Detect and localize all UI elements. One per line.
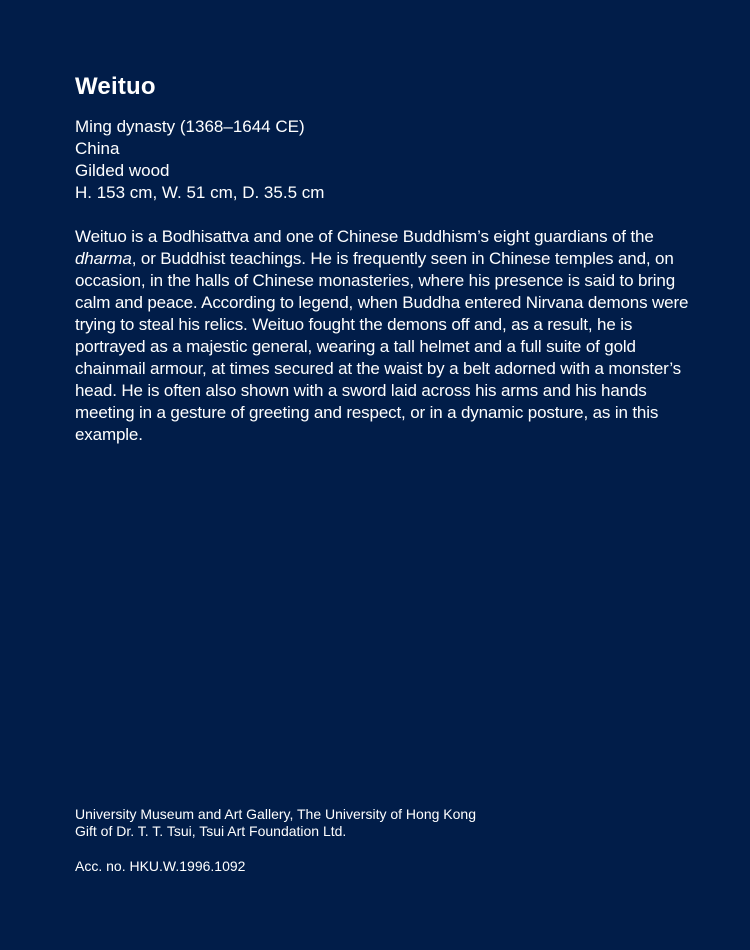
object-details <box>75 116 324 204</box>
object-origin: China <box>75 139 120 158</box>
object-material: Gilded wood <box>75 161 170 180</box>
accession-number: Acc. no. HKU.W.1996.1092 <box>75 858 246 874</box>
museum-label <box>75 0 695 950</box>
credit-line <box>75 806 476 840</box>
description-term-dharma: dharma <box>75 249 132 268</box>
description-text-end: , or Buddhist teachings. He is frequently seen in Chinese temples and, on occasion, in the halls of Chinese monasteries, where his presence is said to bring calm and peace. According to legend, when Buddha entered Nirvana demons were trying to steal his relics. Weituo fought the demons off and, as a result, he is portrayed as a majestic general, wearing a tall helmet and a full suite of gold chainmail armour, at times secured at the waist by a belt adorned with a monster’s head. He is often also shown with a sword laid across his arms and his hands meeting in a gesture of greeting and respect, or in a dynamic posture, as in this example. <box>75 249 689 444</box>
credit-donor: Gift of Dr. T. T. Tsui, Tsui Art Foundation Ltd. <box>75 823 347 839</box>
object-period: Ming dynasty (1368–1644 CE) <box>75 117 305 136</box>
credit-institution: University Museum and Art Gallery, The University of Hong Kong <box>75 806 476 822</box>
description-text-start: Weituo is a Bodhisattva and one of Chinese Buddhism’s eight guardians of the <box>75 227 654 246</box>
object-dimensions: H. 153 cm, W. 51 cm, D. 35.5 cm <box>75 183 325 202</box>
object-title: Weituo <box>75 73 156 100</box>
object-description <box>75 226 693 446</box>
